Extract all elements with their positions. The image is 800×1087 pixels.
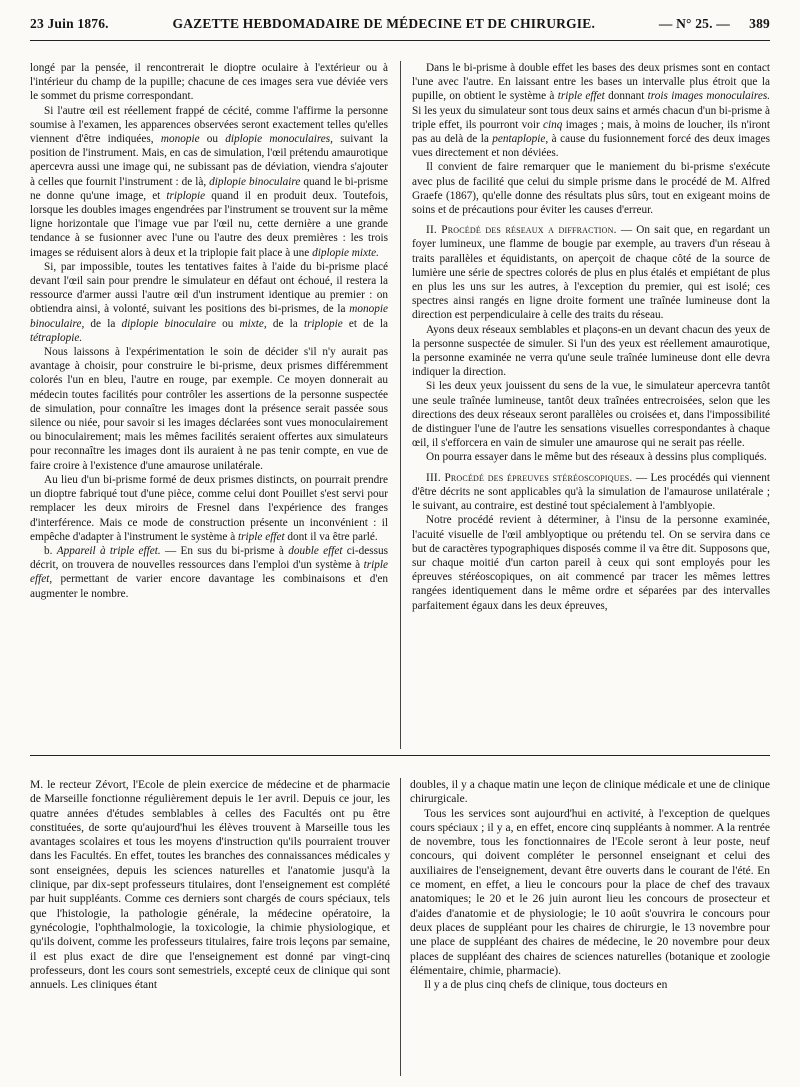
header-rule <box>30 40 770 41</box>
top-left-column <box>30 61 388 749</box>
column-divider <box>400 778 401 1076</box>
paragraph: On pourra essayer dans le même but des réseaux à dessins plus compliqués. <box>426 451 767 464</box>
header-title: GAZETTE HEBDOMADAIRE DE MÉDECINE ET DE CHIRURGIE. <box>172 16 596 31</box>
paragraph: Tous les services sont aujourd'hui en activité, à l'exception de quelques cours spéciaux ; il y a, en effet, encore cinq suppléants à nommer. A la rentrée de novembre, tous les fonctionnaires de l'Ecole seront à leur poste, neuf concours, qui doivent compléter le personnel enseignant et celui des auxiliaires de l'enseignement, devant être ouverts dans le courant de l'été. En ce moment, en effet, a lieu le concours pour la place de chef des travaux anatomiques; le 20 et le 26 juin auront lieu les concours de prosecteur et d'aides d'anatomie et de physiologie; le 10 août s'ouvrira le concours pour deux places de suppléant pour les chaires de chirurgie, le 13 novembre pour une place de suppléant des chaires de médecine, le 20 novembre pour deux places de suppléant des chaires de sciences naturelles (botanique et zoologie élémentaire, chimie, pharmacie). <box>410 807 770 977</box>
paragraph: Nous laissons à l'expérimentation le soin de décider s'il n'y aurait pas avantage à choisir, pour construire le bi-prisme, deux prismes différemment colorés l'un en bleu, l'autre en rouge, par exemple. Ce moyen donnerait au médecin toutes facilités pour contrôler les assertions de la personne suspectée de simulation, pour connaître les images dont la présence serait passée sous silence ou niée, pour savoir si les images déclarées sont vues monoculairement ou binoculairement; mais les mêmes facilités seraient offertes aux simulateurs pour reconnaître les images dont ils auraient à ne pas tenir compte, en vue de faire croire à l'existence d'une amaurose unilatérale. <box>30 346 388 472</box>
paragraph: Il convient de faire remarquer que le maniement du bi-prisme s'exécute avec plus de facilité que celui du simple prisme dans le procédé de M. Alfred Graefe (1867), qu'elle donne des résultats plus sûrs, tout en exigeant moins de soins et de précautions pour éviter les causes d'erreur. <box>412 161 770 217</box>
section-heading: III. Procédé des épreuves stéréoscopiques. <box>426 471 633 484</box>
bottom-right-column <box>410 778 770 1078</box>
header-date: 23 Juin 1876. <box>30 16 109 31</box>
header-page-number: 389 <box>749 16 770 31</box>
paragraph: Si, par impossible, toutes les tentatives faites à l'aide du bi-prisme placé devant l'œil sain pour prendre le simulateur en défaut ont échoué, il restera la ressource d'armer aussi l'autre œil d'un instrument identique au premier : on obtiendra ainsi, à volonté, suivant les positions des bi-prismes, de la monopie binoculaire, de la diplopie binoculaire ou mixte, de la triplopie et de la tétraplopie. <box>30 260 388 344</box>
paragraph: Il y a de plus cinq chefs de clinique, tous docteurs en <box>424 979 668 992</box>
bottom-left-column <box>30 778 390 1078</box>
paragraph: Si l'autre œil est réellement frappé de cécité, comme l'affirme la personne soumise à l'examen, les apparences observées seront exactement telles qu'elles viennent d'être indiquées, monopie ou diplopie monoculaires, suivant la position de l'instrument. Mais, en cas de simulation, l'œil prétendu amaurotique apercevra aussi une image qui, ne subissant pas de déviation, viendra s'ajouter à celles que fournit l'instrument : de là, diplopie binoculaire quand le bi-prisme ne donne qu'une image, et triplopie quand il en produit deux. Toutefois, lorsque les doubles images engendrées par l'instrument se trouvent sur la même ligne horizontale que l'image vue par l'œil nu, cette dernière a une grande tendance à se fusionner avec l'une ou l'autre des deux premières : les trois images se réduisent alors à deux et la triplopie fait place à une diplopie mixte. <box>30 104 388 259</box>
paragraph: Notre procédé revient à déterminer, à l'insu de la personne examinée, l'acuité visuelle de l'œil amblyoptique ou prétendu tel. On se servira dans ce but de caractères typographiques disposés comme il va être dit. Supposons que, sur chaque moitié d'un carton pareil à ceux qui sont employés pour les épreuves stéréoscopiques, on ait commencé par tracer les mêmes lettres rangées identiquement dans le même ordre et séparées par des intervalles parfaitement égaux dans les deux épreuves, <box>412 514 770 612</box>
paragraph: Dans le bi-prisme à double effet les bases des deux prismes sont en contact l'une avec l'autre. En laissant entre les bases un intervalle plus étroit que la pupille, on obtient le système à triple effet donnant trois images monoculaires. Si les yeux du simulateur sont tous deux sains et armés chacun d'un bi-prisme à triple effet, ils pourront voir cinq images ; mais, à moins de loucher, ils n'iront pas au delà de la pentaplopie, à cause du fusionnement forcé des deux images vues directement et non déviées. <box>412 62 770 160</box>
paragraph: b. Appareil à triple effet. — En sus du bi-prisme à double effet ci-dessus décrit, on trouvera de nouvelles ressources dans l'emploi d'un système à triple effet, permettant de varier encore davantage les combinaisons et d'en augmenter le nombre. <box>30 544 388 600</box>
paragraph: doubles, il y a chaque matin une leçon de clinique médicale et une de clinique chirurgicale. <box>410 779 770 806</box>
paragraph: M. le recteur Zévort, l'Ecole de plein exercice de médecine et de pharmacie de Marseille fonctionne régulièrement depuis le 1er avril. Depuis ce jour, les quatre années d'études semblables à celles des Facultés ont pu être constituées, de sorte qu'aujourd'hui les élèves trouvent à Marseille tous les avantages scolaires et tous les moyens d'instruction qu'ils pourraient trouver dans les Facultés. En effet, toutes les branches des connaissances médicales y sont enseignées, depuis les sciences naturelles et l'anatomie jusqu'à la clinique, par dix-sept professeurs titulaires, dont l'enseignement est complété par huit suppléants. Comme ces derniers sont chargés de cours spéciaux, tels que l'histologie, la pathologie générale, la médecine opératoire, la gynécologie, l'ophthalmologie, la toxicologie, la chimie physiologique, et qu'ils doivent, comme les professeurs titulaires, faire trois leçons par semaine, il est plus exact de dire que l'enseignement est donné par vingt-cinq professeurs, dont les cours sont semestriels, excepté ceux de clinique qui sont annuels. Les cliniques étant <box>30 779 390 992</box>
running-header <box>30 8 770 32</box>
header-issue-page <box>659 16 770 32</box>
column-divider <box>400 61 401 749</box>
section-paragraph: III. Procédé des épreuves stéréoscopiques. — Les procédés qui viennent d'être décrits ne sont applicables qu'à la simulation de l'amaurose unilatérale ; le suivant, au contraire, est destiné tout spécialement à l'amblyopie. <box>412 471 770 513</box>
section-rule <box>30 755 770 756</box>
top-right-column <box>412 61 770 749</box>
paragraph: longé par la pensée, il rencontrerait le dioptre oculaire à l'extérieur ou à l'intérieur du champ de la pupille; chacune de ces images sera vue déviée vers le sommet du prisme correspondant. <box>30 62 388 103</box>
header-number: — N° 25. — <box>658 16 730 31</box>
paragraph: Si les deux yeux jouissent du sens de la vue, le simulateur apercevra tantôt une seule traînée lumineuse, tantôt deux traînées entrecroisées, selon que les directions des deux réseaux seront parallèles ou croisées et, dans l'impossibilité de distinguer l'une de l'autre les sensations visuelles correspondantes à chaque œil, il s'efforcera en vain de simuler une amaurose qui ne serait pas réelle. <box>412 380 770 450</box>
section-heading: II. Procédé des réseaux a diffraction. <box>426 224 617 237</box>
paragraph: Au lieu d'un bi-prisme formé de deux prismes distincts, on pourrait prendre un dioptre fabriqué tout d'une pièce, comme celui dont Pouillet s'est servi pour remplacer les deux miroirs de Fresnel dans l'expérience des franges d'interférence. Mais ce mode de construction présente un inconvénient : il empêche d'adapter à l'instrument le système à triple effet dont il va être parlé. <box>30 473 388 543</box>
paragraph: Ayons deux réseaux semblables et plaçons-en un devant chacun des yeux de la personne suspectée de simuler. Si l'un des yeux est réellement amaurotique, la personne examinée ne verra qu'une seule traînée lumineuse dont elle devra indiquer la direction. <box>412 323 770 379</box>
section-paragraph: II. Procédé des réseaux a diffraction. — On sait que, en regardant un foyer lumineux, une flamme de bougie par exemple, au travers d'un réseau à traits parallèles et équidistants, on aperçoit de chaque côté de la source de lumière une série de spectres colorés de plus en plus étalés et empiétant de plus en plus les uns sur les autres, à l'exception du premier, qui est isolé; ces spectres ainsi rangés en ligne droite forment une traînée lumineuse dont la direction est perpendiculaire à celle des traits du réseau. <box>412 224 770 322</box>
